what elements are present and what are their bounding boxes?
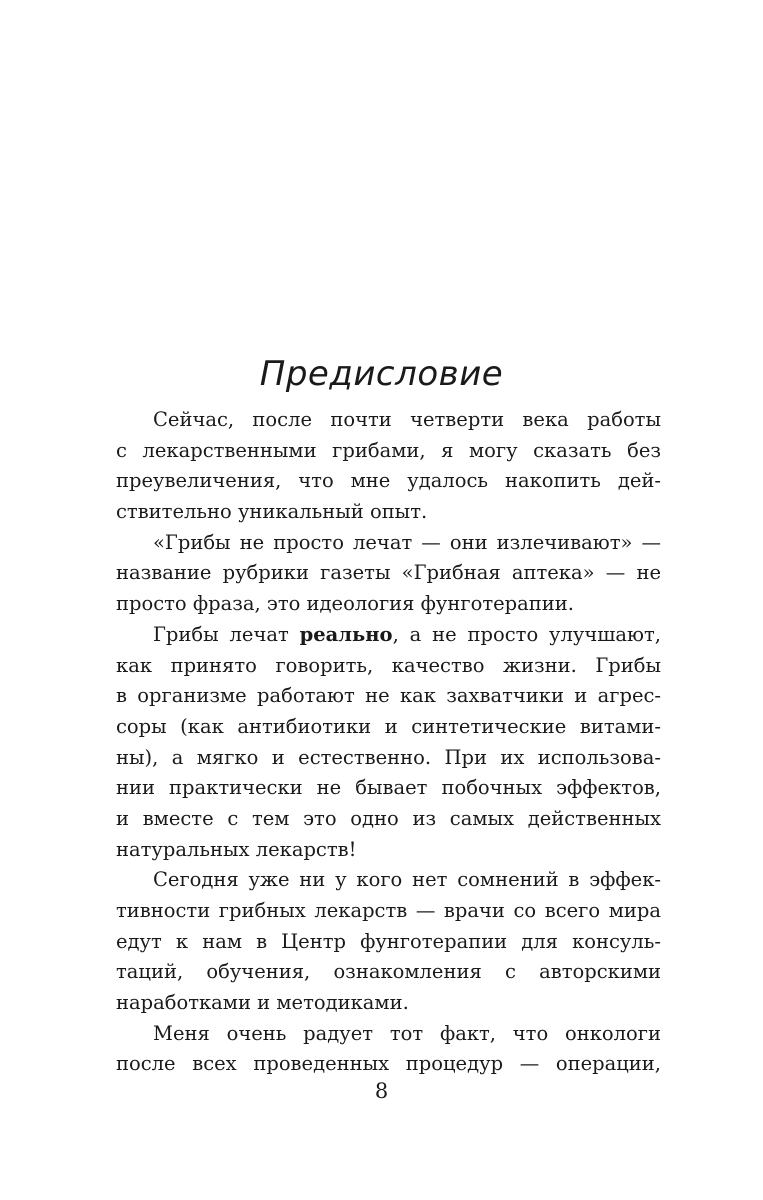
- text-line: соры (как антибиотики и синтетические витами-: [116, 714, 661, 738]
- text-line: «Грибы не просто лечат — они излечивают» —: [153, 530, 661, 554]
- body-text: [116, 405, 661, 1080]
- text-run: Грибы лечат: [153, 622, 300, 646]
- text-line: таций, обучения, ознакомления с авторскими: [116, 960, 661, 984]
- text-line: название рубрики газеты «Грибная аптека» — не: [116, 561, 661, 585]
- text-line: ны), а мягко и естественно. При их использова-: [116, 745, 661, 769]
- text-line: ствительно уникальный опыт.: [116, 500, 428, 524]
- chapter-title: Предисловие: [259, 354, 504, 394]
- paragraph: [116, 405, 661, 528]
- text-line: как принято говорить, качество жизни. Грибы: [116, 653, 661, 677]
- paragraph: [116, 1019, 661, 1080]
- paragraph: [116, 620, 661, 866]
- page-number: 8: [374, 1079, 389, 1103]
- text-line: едут к нам в Центр фунготерапии для консуль-: [116, 929, 661, 953]
- text-line: тивности грибных лекарств — врачи со всего мира: [116, 899, 661, 922]
- text-line: в организме работают не как захватчики и агрес-: [116, 684, 661, 708]
- text-line: и вместе с тем это одно из самых действенных: [116, 806, 661, 830]
- text-line: преувеличения, что мне удалось накопить дей-: [116, 469, 661, 493]
- text-line: [116, 620, 661, 651]
- text-line: натуральных лекарств!: [116, 837, 357, 861]
- text-line: с лекарственными грибами, я могу сказать без: [116, 438, 661, 462]
- emphasis-bold: реально: [299, 622, 393, 646]
- text-line: после всех проведенных процедур — операции,: [116, 1052, 661, 1076]
- text-line: Сегодня уже ни у кого нет сомнений в эффек-: [153, 868, 661, 892]
- paragraph: [116, 865, 661, 1018]
- text-line: Сейчас, после почти четверти века работы: [153, 408, 661, 431]
- text-line: Меня очень радует тот факт, что онкологи: [153, 1021, 661, 1045]
- paragraph: [116, 528, 661, 620]
- text-run: , а не просто улучшают,: [392, 622, 661, 646]
- text-line: наработками и методиками.: [116, 991, 409, 1015]
- text-line: просто фраза, это идеология фунготерапии.: [116, 592, 574, 616]
- text-line: нии практически не бывает побочных эффектов,: [116, 776, 661, 800]
